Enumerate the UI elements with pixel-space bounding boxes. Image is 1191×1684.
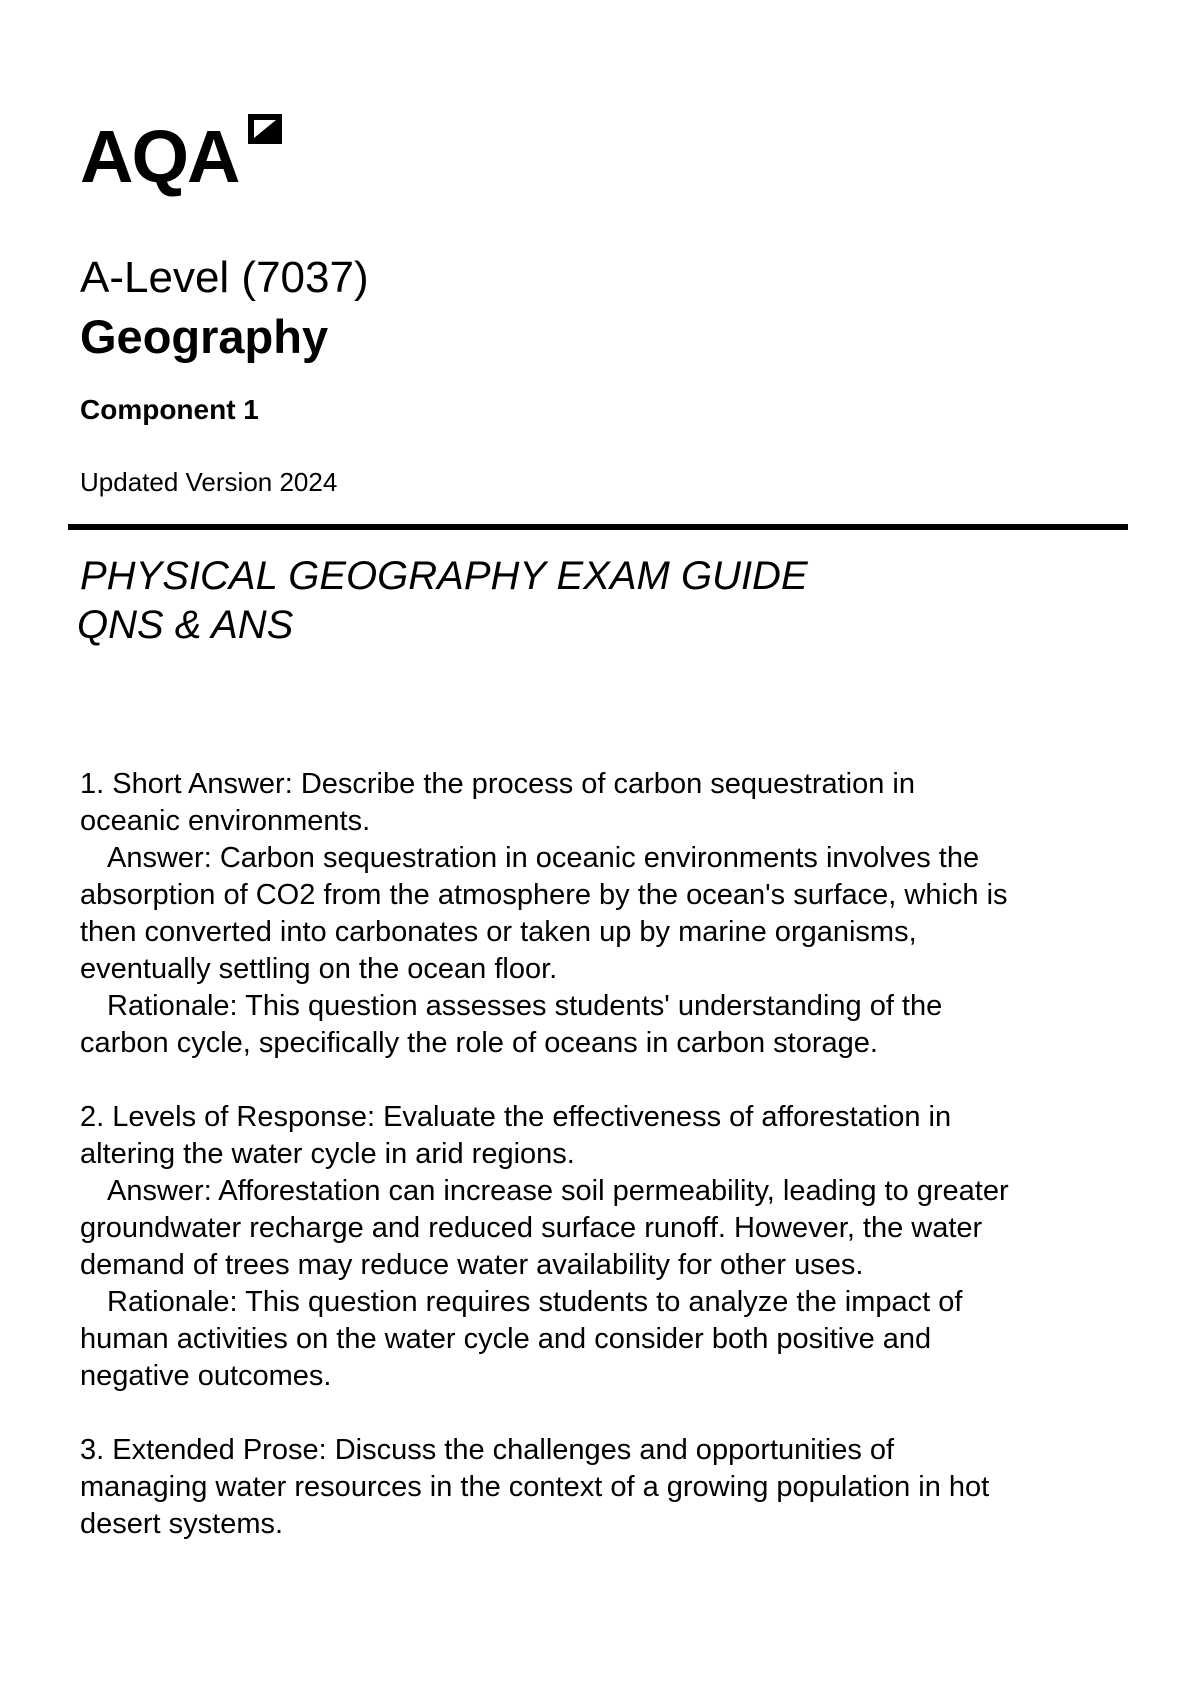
- course-code: A-Level (7037): [80, 253, 369, 302]
- question-text: 2. Levels of Response: Evaluate the effectiveness of afforestation in altering the water cycle in arid regions.: [80, 1101, 952, 1170]
- questions-list: [80, 766, 1020, 1580]
- guide-title: [77, 552, 808, 650]
- guide-title-line1: PHYSICAL GEOGRAPHY EXAM GUIDE: [80, 554, 808, 598]
- question-item: [80, 766, 1020, 1062]
- question-item: [80, 1099, 1020, 1395]
- rationale-text: Rationale: This question requires students to analyze the impact of human activities on the water cycle and consider both positive and negative outcomes.: [80, 1286, 963, 1392]
- rationale-text: Rationale: This question assesses students' understanding of the carbon cycle, specifically the role of oceans in carbon storage.: [80, 990, 943, 1059]
- question-text: 1. Short Answer: Describe the process of carbon sequestration in oceanic environments.: [80, 768, 915, 837]
- subject-title: Geography: [80, 310, 329, 363]
- component-label: Component 1: [80, 394, 259, 425]
- aqa-tick-icon: [244, 108, 286, 150]
- guide-title-line2: QNS & ANS: [77, 603, 294, 647]
- question-text: 3. Extended Prose: Discuss the challenges and opportunities of managing water resources in the context of a growing population in hot desert systems.: [80, 1434, 990, 1540]
- logo-text: AQA: [80, 115, 239, 198]
- question-item: [80, 1432, 1020, 1543]
- answer-text: Answer: Afforestation can increase soil permeability, leading to greater groundwater recharge and reduced surface runoff. However, the water demand of trees may reduce water availability for other uses.: [80, 1175, 1009, 1281]
- version-label: Updated Version 2024: [80, 467, 338, 497]
- answer-text: Answer: Carbon sequestration in oceanic environments involves the absorption of CO2 from the atmosphere by the ocean's surface, which is then converted into carbonates or taken up by marine organisms, eventually settling on the ocean floor.: [80, 842, 1008, 985]
- aqa-logo: [80, 100, 286, 200]
- header-divider: [68, 524, 1128, 530]
